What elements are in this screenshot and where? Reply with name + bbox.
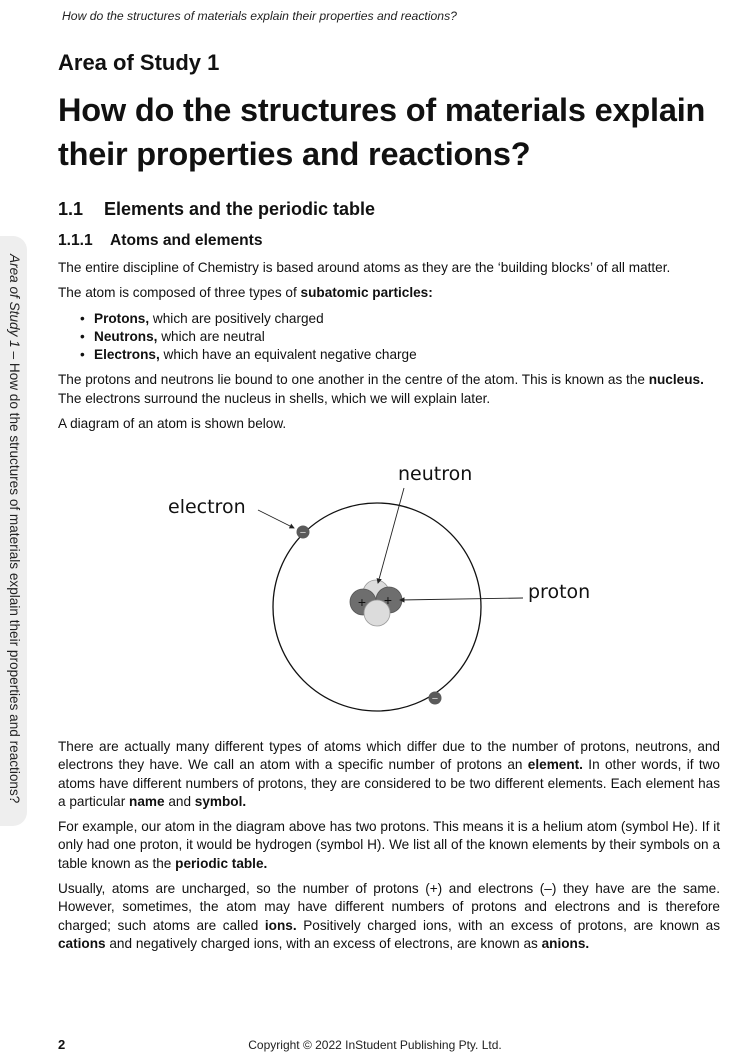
- paragraph-intro: The entire discipline of Chemistry is based around atoms as they are the ‘building blocks’ of all matter.: [58, 260, 671, 275]
- text: Usually, atoms are uncharged, so the number of protons (+) and electrons (–) they have are the same. However, sometimes, the atom may have different numbers of protons and electrons and is therefore charged; such atoms are called: [58, 881, 720, 933]
- section-number: 1.1: [58, 199, 84, 219]
- text: The protons and neutrons lie bound to one another in the centre of the atom. This is known as the: [58, 372, 649, 388]
- electron-bottom-right: [429, 692, 442, 706]
- nucleus: [350, 580, 402, 626]
- subsection-title: Atoms and elements: [110, 232, 263, 249]
- term-periodic-table: periodic table.: [175, 855, 268, 871]
- electron-minus-icon: −: [431, 693, 439, 705]
- text: and negatively charged ions, with an excess of electrons, are known as: [105, 935, 542, 951]
- text: Positively charged ions, with an excess of protons, are known as: [296, 917, 721, 933]
- term-name: name: [129, 793, 165, 809]
- text: and: [164, 793, 195, 809]
- term-nucleus: nucleus.: [648, 372, 704, 388]
- section-heading: [58, 197, 720, 221]
- term: Neutrons,: [94, 328, 158, 344]
- particle-list: [58, 310, 720, 365]
- bullet-icon: •: [80, 328, 85, 344]
- page-number: 2: [58, 1037, 66, 1052]
- paragraph-diagram-intro: A diagram of an atom is shown below.: [58, 416, 287, 432]
- text: The atom is composed of three types of: [58, 285, 301, 301]
- electron-top-left: [297, 526, 310, 540]
- arrow-electron: [258, 510, 294, 528]
- label-proton: proton: [528, 581, 591, 603]
- list-item: [80, 328, 720, 346]
- bullet-icon: •: [80, 310, 85, 326]
- arrow-neutron: [378, 488, 404, 583]
- text: The electrons surround the nucleus in shells, which we will explain later.: [58, 390, 491, 406]
- paragraph-nucleus: [58, 371, 720, 408]
- text: In other words, if two atoms have different numbers of protons, they are considered to be two different elements. Each element has a particular: [58, 757, 720, 809]
- term-subatomic-particles: subatomic particles:: [300, 285, 433, 301]
- page-content-lower: [58, 738, 720, 953]
- electron-minus-icon: −: [299, 527, 307, 539]
- label-electron: electron: [168, 496, 246, 518]
- paragraph-elements: [58, 738, 720, 811]
- section-title: Elements and the periodic table: [104, 199, 376, 219]
- paragraph-subatomic: [58, 284, 720, 302]
- text: For example, our atom in the diagram above has two protons. This means it is a helium atom (symbol He). If it only had one proton, it would be hydrogen (symbol H). We list all of the known elements by their symbols on a table known as the: [58, 819, 720, 871]
- subsection-heading: [58, 230, 720, 252]
- side-tab-label: [7, 254, 27, 814]
- label-neutron: neutron: [398, 463, 473, 485]
- term-anions: anions.: [541, 935, 590, 951]
- atom-diagram: [150, 450, 600, 720]
- term-ions: ions.: [264, 917, 297, 933]
- copyright-notice: Copyright © 2022 InStudent Publishing Pty. Ltd.: [248, 1038, 502, 1052]
- page-title: How do the structures of materials explain their properties and reactions?: [58, 92, 706, 172]
- term: Protons,: [94, 310, 150, 326]
- bullet-icon: •: [80, 347, 85, 363]
- list-item: [80, 346, 720, 364]
- paragraph-helium-example: [58, 818, 720, 873]
- area-title: Area of Study 1: [58, 50, 220, 75]
- side-tab-rest: – How do the structures of materials explain their properties and reactions?: [7, 347, 22, 804]
- text: which have an equivalent negative charge: [159, 347, 417, 363]
- proton-plus-left: +: [357, 594, 367, 610]
- side-tab-italic: Area of Study 1: [7, 254, 22, 348]
- text: which are neutral: [157, 328, 265, 344]
- list-item: [80, 310, 720, 328]
- running-head: How do the structures of materials explain their properties and reactions?: [62, 9, 457, 23]
- term-element: element.: [527, 757, 583, 773]
- subsection-number: 1.1.1: [58, 232, 93, 249]
- text: which are positively charged: [149, 310, 324, 326]
- text: There are actually many different types of atoms which differ due to the number of protons, neutrons, and electrons they have. We call an atom with a specific number of protons an: [58, 739, 720, 773]
- page-content: [58, 48, 720, 433]
- arrow-proton: [400, 598, 523, 600]
- paragraph-ions: [58, 880, 720, 953]
- term-symbol: symbol.: [194, 793, 247, 809]
- proton-plus-right: +: [383, 592, 393, 608]
- term-cations: cations: [58, 935, 106, 951]
- term: Electrons,: [94, 347, 160, 363]
